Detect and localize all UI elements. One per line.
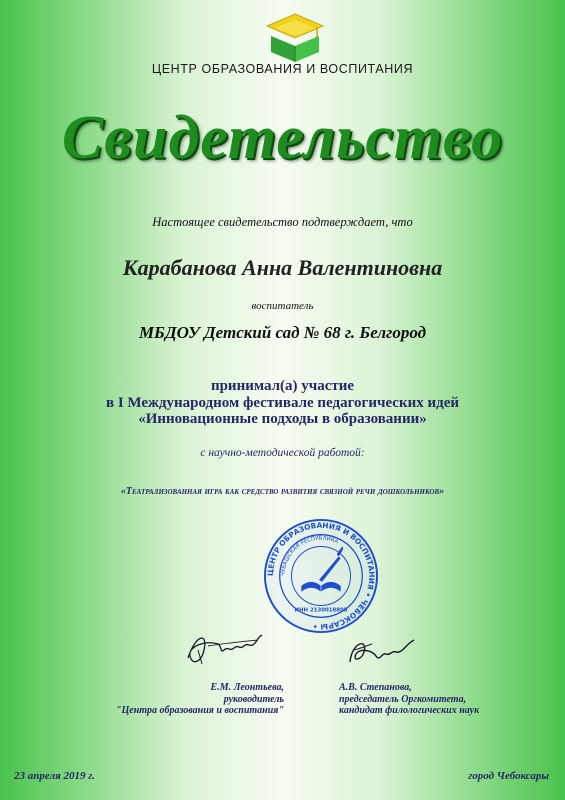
signature-stepanova [342,632,422,672]
signer-2-name: А.В. Степанова, [339,682,412,693]
stamp-inn: ИНН 2130018805 [294,607,348,614]
event-line-2: «Инновационные подходы в образовании» [138,411,427,427]
signer-1-role: руководитель [223,693,284,705]
stamp-inner-text: ЧУВАШСКАЯ РЕСПУБЛИКА [280,535,340,577]
signer-2-role: председатель Оргкомитета, [339,693,467,705]
signature-leontieva [178,628,268,674]
certificate-title: Свидетельство [61,104,504,172]
signer-stepanova [339,682,539,717]
signer-1-org: "Центра образования и воспитания" [115,705,284,716]
participation-text: принимал(а) участие [210,378,355,394]
stamp-outer-text: ЦЕНТР ОБРАЗОВАНИЯ И ВОСПИТАНИЯ • ЧЕБОКСАРЫ • [265,520,377,632]
signer-leontieva [108,682,284,717]
recipient-position: воспитатель [251,300,314,312]
issue-city: город Чебоксары [468,770,549,782]
confirms-text: Настоящее свидетельство подтверждает, что [152,215,413,229]
organization-name: ЦЕНТР ОБРАЗОВАНИЯ И ВОСПИТАНИЯ [151,62,414,76]
official-stamp [262,517,380,635]
work-title: «Театрализованная игра как средство развития связной речи дошкольников» [120,486,445,497]
signer-2-org: кандидат филологических наук [339,705,480,716]
signer-1-name: Е.М. Леонтьева, [210,682,284,693]
recipient-institution: МБДОУ Детский сад № 68 г. Белгород [138,323,427,342]
recipient-name: Карабанова Анна Валентиновна [122,255,443,280]
work-label: с научно-методической работой: [200,447,365,459]
issue-date: 23 апреля 2019 г. [14,770,95,782]
event-line-1: в I Международном фестивале педагогических идей [105,394,460,411]
event-block [0,378,565,428]
graduation-cap-book-icon [265,12,325,64]
